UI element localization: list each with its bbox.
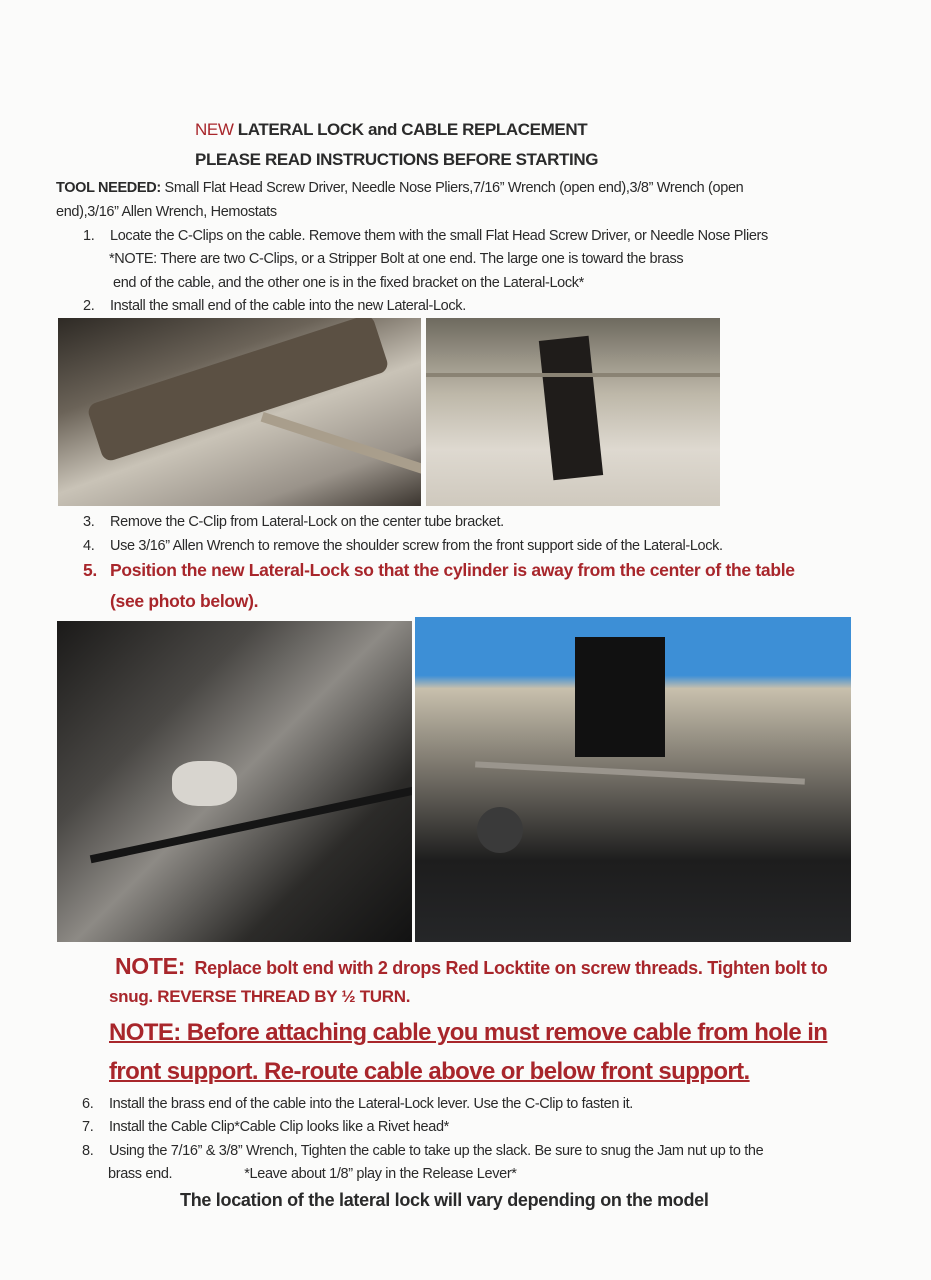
step-8: 8. Using the 7/16” & 3/8” Wrench, Tighten the cable to take up the slack. Be sure to snug the Jam nut up to the [82,1143,764,1159]
photo-lateral-lock-part [58,318,421,506]
note-locktite-2: snug. REVERSE THREAD BY ½ TURN. [109,987,411,1006]
doc-title [195,121,587,139]
step-1: 1. Locate the C-Clips on the cable. Remove them with the small Flat Head Screw Driver, or Needle Nose Pliers [83,228,768,244]
photo-lateral-lock-installed-left [57,621,412,942]
title-main: LATERAL LOCK and CABLE REPLACEMENT [237,120,588,139]
doc-subtitle: PLEASE READ INSTRUCTIONS BEFORE STARTING [195,150,599,169]
note-locktite: NOTE: Replace bolt end with 2 drops Red Locktite on screw threads. Tighten bolt to [115,953,828,979]
footer-note: The location of the lateral lock will vary depending on the model [180,1190,709,1210]
step-5: 5. Position the new Lateral-Lock so that the cylinder is away from the center of the table [83,560,795,580]
step-5-2: (see photo below). [110,591,259,611]
step-1-note: *NOTE: There are two C-Clips, or a Stripper Bolt at one end. The large one is toward the brass [109,251,684,267]
tools-line [56,179,743,197]
step-4: 4. Use 3/16” Allen Wrench to remove the shoulder screw from the front support side of the Lateral-Lock. [83,538,723,554]
photo-cable-bracket [426,318,720,506]
photo-lateral-lock-installed-right [415,617,851,942]
note-reroute-2: front support. Re-route cable above or below front support. [109,1058,750,1085]
title-new: NEW [195,120,234,139]
step-7: 7. Install the Cable Clip*Cable Clip looks like a Rivet head* [82,1119,449,1135]
step-8-2: brass end. *Leave about 1/8” play in the Release Lever* [108,1166,517,1182]
step-6: 6. Install the brass end of the cable into the Lateral-Lock lever. Use the C-Clip to fasten it. [82,1096,633,1112]
step-2: 2. Install the small end of the cable into the new Lateral-Lock. [83,298,466,314]
step-3: 3. Remove the C-Clip from Lateral-Lock on the center tube bracket. [83,514,504,530]
tools-line-2: end),3/16” Allen Wrench, Hemostats [56,204,277,220]
step-1-note-2: end of the cable, and the other one is in the fixed bracket on the Lateral-Lock* [113,275,584,291]
note-reroute: NOTE: Before attaching cable you must remove cable from hole in [109,1019,828,1046]
tools-text: Small Flat Head Screw Driver, Needle Nose Pliers,7/16” Wrench (open end),3/8” Wrench (open [164,180,744,196]
tools-label: TOOL NEEDED: [56,180,161,196]
